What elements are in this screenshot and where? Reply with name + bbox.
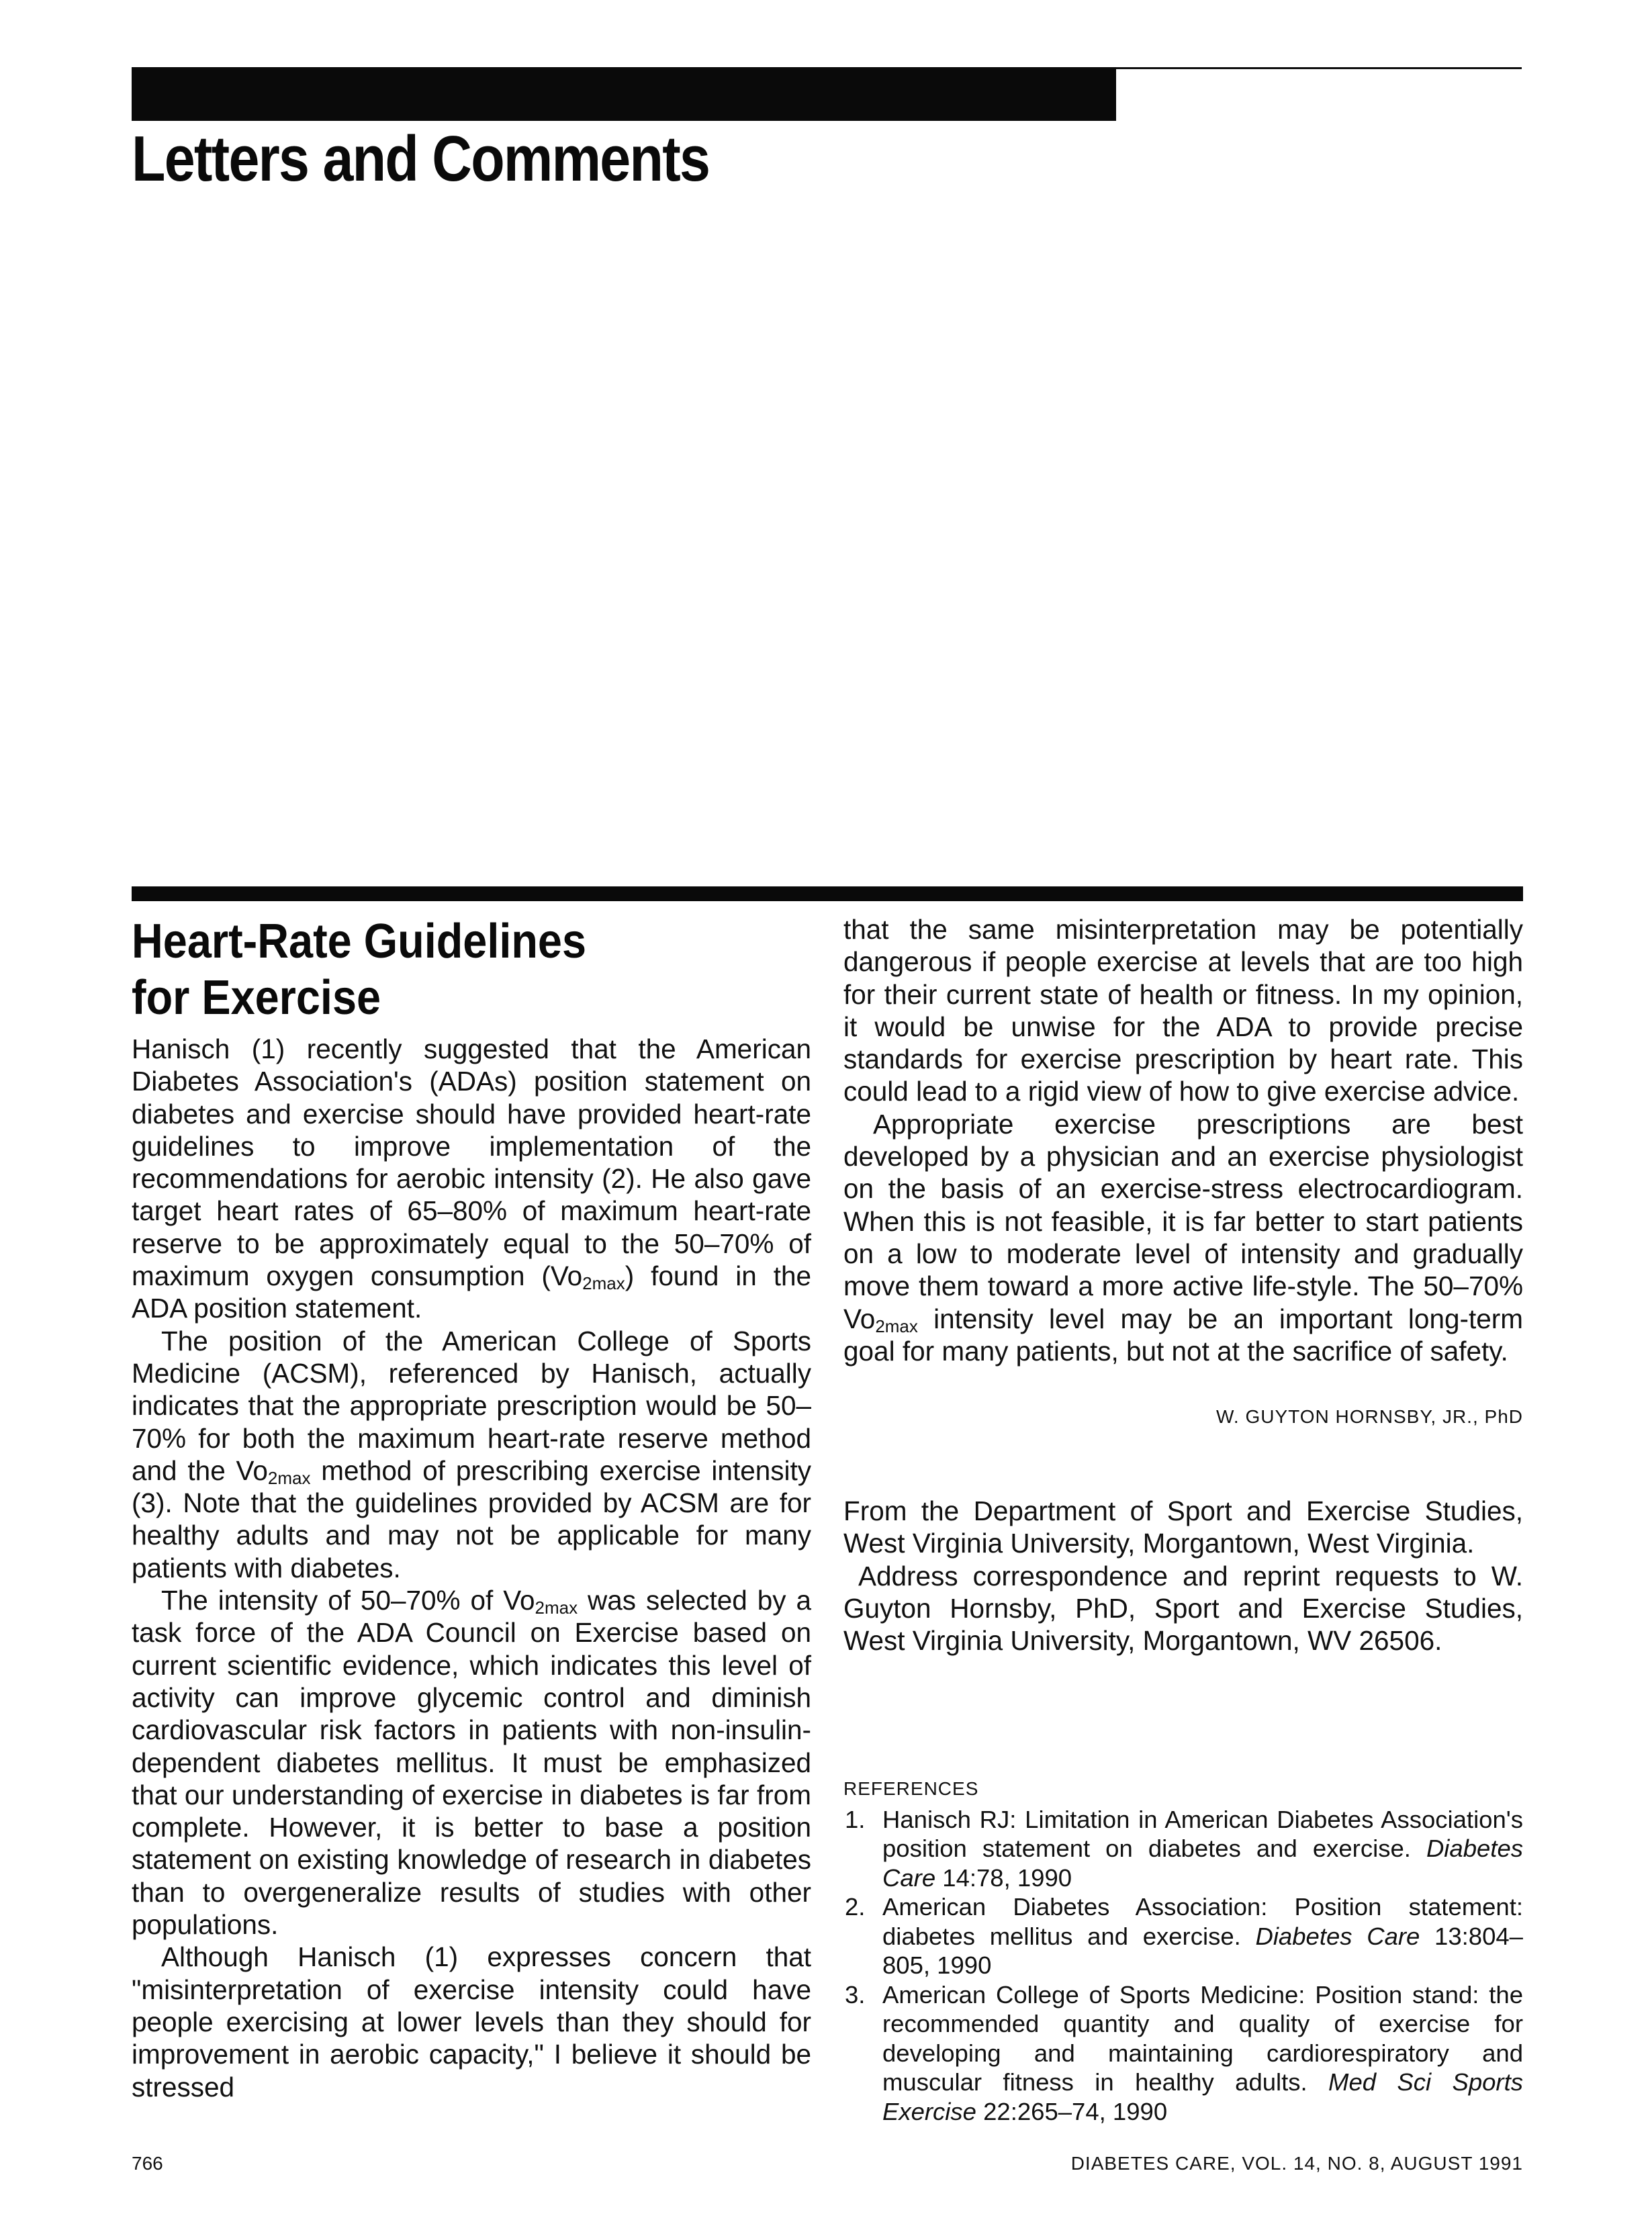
paragraph: The intensity of 50–70% of $Vo_{2max}$ was selected by a task force of the ADA Council on Exercise based on current scientific evidence, which indicates this level of activity can improve glycemic control and diminish cardiovascular risk factors in patients with non-insulin-dependent diabetes mellitus. It must be emphasized that our understanding of exercise in diabetes is far from complete. However, it is better to base a position statement on existing knowledge of research in diabetes than to overgeneralize results of studies with other populations. — [132, 1585, 811, 1941]
article-title-line-1: Heart-Rate Guidelines — [132, 915, 586, 968]
right-paragraphs — [843, 913, 1523, 1367]
paragraph: Although Hanisch (1) expresses concern that "misinterpretation of exercise intensity could have people exercising at lower levels than they should for improvement in aerobic capacity," I believe it should be stressed — [132, 1941, 811, 2103]
correspondence-line: Address correspondence and reprint requests to W. Guyton Hornsby, PhD, Sport and Exercise Studies, West Virginia University, Morgantown, WV 26506. — [843, 1560, 1523, 1657]
left-paragraphs — [132, 1033, 811, 2103]
author-affiliation — [843, 1495, 1523, 1657]
header-rule — [1116, 67, 1522, 69]
affiliation-line: From the Department of Sport and Exercise Studies, West Virginia University, Morgantown, West Virginia. — [843, 1495, 1523, 1559]
journal-footer: DIABETES CARE, VOL. 14, NO. 8, AUGUST 1991 — [1070, 2153, 1523, 2174]
author-signature: W. GUYTON HORNSBY, JR., PhD — [1216, 1406, 1523, 1428]
section-title: Letters and Comments — [132, 123, 710, 195]
reference-item: 3. American College of Sports Medicine: Position stand: the recommended quantity and quality of exercise for developing and maintaining cardiorespiratory and muscular fitness in healthy adults. Med Sci Sports Exercise 22:265–74, 1990 — [845, 1980, 1523, 2125]
article-title — [132, 913, 796, 1026]
references-section — [843, 1778, 1523, 2127]
references-heading: REFERENCES — [843, 1778, 979, 1799]
right-column — [843, 913, 1523, 2126]
paragraph: Appropriate exercise prescriptions are best developed by a physician and an exercise physiologist on the basis of an exercise-stress electrocardiogram. When this is not feasible, it is far better to start patients on a low to moderate level of intensity and gradually move them toward a more active life-style. The 50–70% $Vo_{2max}$ intensity level may be an important long-term goal for many patients, but not at the sacrifice of safety. — [843, 1108, 1523, 1367]
reference-item: 1. Hanisch RJ: Limitation in American Diabetes Association's position statement on diabetes and exercise. Diabetes Care 14:78, 1990 — [845, 1805, 1523, 1892]
paragraph: Hanisch (1) recently suggested that the American Diabetes Association's (ADAs) position statement on diabetes and exercise should have provided heart-rate guidelines to improve implementation of the recommendations for aerobic intensity (2). He also gave target heart rates of 65–80% of maximum heart-rate reserve to be approximately equal to the 50–70% of maximum oxygen consumption $(Vo_{2max})$ found in the ADA position statement. — [132, 1033, 811, 1324]
header-bar — [132, 67, 1116, 121]
page-number: 766 — [132, 2153, 163, 2174]
paragraph: that the same misinterpretation may be potentially dangerous if people exercise at levels that are too high for their current state of health or fitness. In my opinion, it would be unwise for the ADA to provide precise standards for exercise prescription by heart rate. This could lead to a rigid view of how to give exercise advice. — [843, 914, 1523, 1107]
left-column — [132, 913, 811, 2103]
reference-item: 2. American Diabetes Association: Position statement: diabetes mellitus and exercise. Diabetes Care 13:804–805, 1990 — [845, 1893, 1523, 1980]
paragraph: The position of the American College of Sports Medicine (ACSM), referenced by Hanisch, actually indicates that the appropriate prescription would be 50–70% for both the maximum heart-rate reserve method and the $Vo_{2max}$ method of prescribing exercise intensity (3). Note that the guidelines provided by ACSM are for healthy adults and may not be applicable for many patients with diabetes. — [132, 1325, 812, 1583]
article-divider — [132, 886, 1523, 901]
article-title-line-2: for Exercise — [132, 971, 381, 1025]
reference-list — [843, 1805, 1523, 2127]
